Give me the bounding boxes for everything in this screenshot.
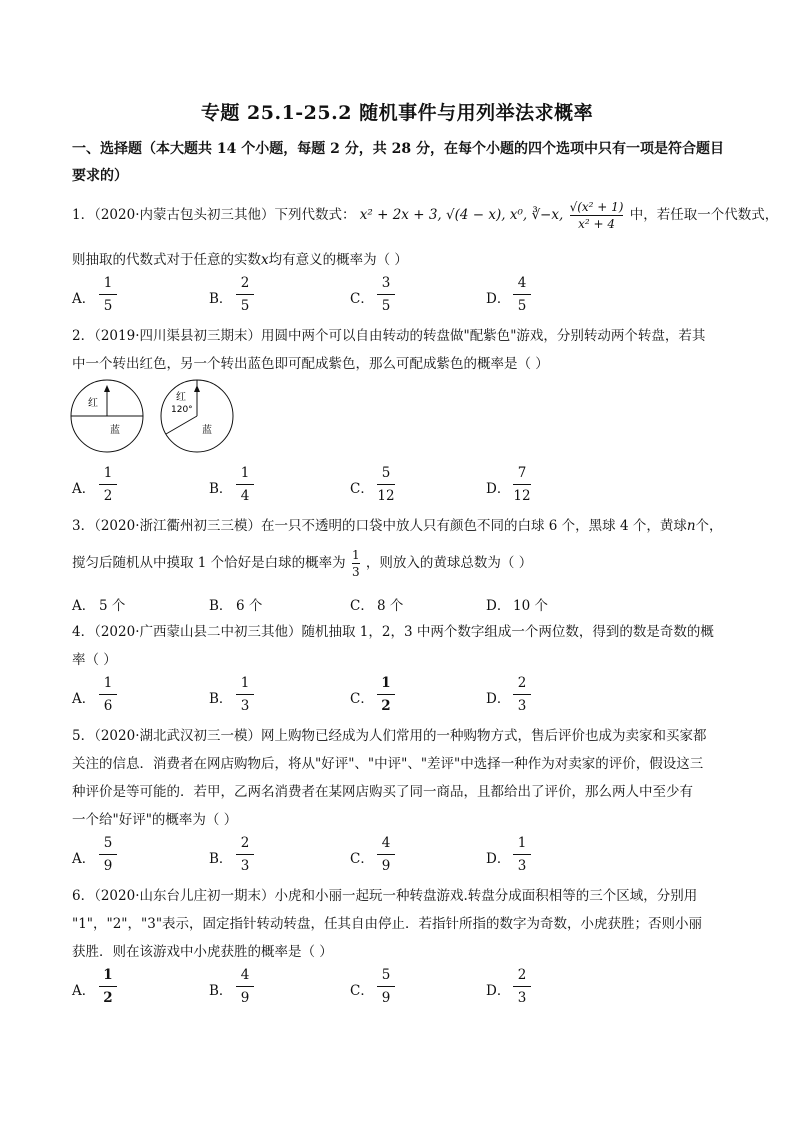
fraction-denominator: 6 xyxy=(103,698,113,714)
q6-line-3: 获胜．则在该游戏中小虎获胜的概率是（ ） xyxy=(72,944,333,960)
fraction-denominator: 2 xyxy=(103,488,113,504)
fraction-numerator: 4 xyxy=(240,967,250,983)
option-letter: C． xyxy=(350,851,374,867)
option-text: 6 个 xyxy=(236,598,263,614)
fraction-denominator: 3 xyxy=(517,698,527,714)
option-fraction xyxy=(513,834,531,875)
option-letter: D． xyxy=(486,598,511,614)
q4-line-2: 率（ ） xyxy=(72,652,117,668)
fraction-numerator: 2 xyxy=(240,275,250,291)
q1-lead: 1．（2020·内蒙古包头初三其他）下列代数式： xyxy=(72,207,356,223)
q1-line-1 xyxy=(72,200,778,231)
option-fraction xyxy=(236,274,254,315)
fraction-numerator: 5 xyxy=(381,465,391,481)
pointer-arrow-icon xyxy=(194,385,200,392)
fraction-numerator: 4 xyxy=(381,835,391,851)
option-letter: B． xyxy=(209,481,233,497)
option-letter: D． xyxy=(486,481,511,497)
spinner-2-angle-label: 120° xyxy=(171,405,193,415)
fraction-denominator: 3 xyxy=(240,858,250,874)
option-fraction xyxy=(377,464,395,505)
option-text: 8 个 xyxy=(377,598,404,614)
option-letter: B． xyxy=(209,851,233,867)
option-text: 5 个 xyxy=(99,598,126,614)
q1-options xyxy=(72,274,732,318)
section-heading: 一、选择题（本大题共 14 个小题，每题 2 分，共 28 分，在每个小题的四个选项中只有一项是符合题目要求的） xyxy=(72,141,724,184)
option-fraction xyxy=(236,834,254,875)
option-fraction xyxy=(236,464,254,505)
spinner-figures xyxy=(70,378,240,454)
fraction-numerator: 3 xyxy=(381,275,391,291)
option-letter: D． xyxy=(486,691,511,707)
q1-expr-1: x² + 2x + 3, xyxy=(359,207,442,223)
q2-line-1: 2．（2019·四川渠县初三期末）用圆中两个可以自由转动的转盘做"配紫色"游戏，分别转动两个转盘，若其 xyxy=(72,328,706,344)
option-fraction xyxy=(513,464,531,505)
option-letter: A． xyxy=(72,983,96,999)
option-letter: B． xyxy=(209,691,233,707)
fraction-numerator: 4 xyxy=(517,275,527,291)
option-letter: C． xyxy=(350,291,374,307)
fraction-numerator: 1 xyxy=(240,675,250,691)
fraction-numerator: 5 xyxy=(103,835,113,851)
fraction-numerator: 1 xyxy=(240,465,250,481)
pointer-arrow-icon xyxy=(104,385,110,392)
fraction-numerator: 7 xyxy=(517,465,527,481)
option-fraction xyxy=(513,274,531,315)
option-fraction xyxy=(99,464,117,505)
q1-frac-numerator: √(x² + 1) xyxy=(569,200,624,214)
spinner-2 xyxy=(161,380,233,452)
fraction-denominator: 5 xyxy=(381,298,391,314)
spinner-1 xyxy=(71,380,143,452)
fraction-denominator: 3 xyxy=(517,990,527,1006)
q5-line-2: 关注的信息．消费者在网店购物后，将从"好评"、"中评"、"差评"中选择一种作为对卖家的评价，假设这三 xyxy=(72,756,704,772)
q4-options xyxy=(72,674,732,718)
q6-line-1: 6．（2020·山东台儿庄初一期末）小虎和小丽一起玩一种转盘游戏.转盘分成面积相等的三个区域，分别用 xyxy=(72,888,698,904)
option-fraction xyxy=(236,966,254,1007)
option-letter: D． xyxy=(486,291,511,307)
fraction-numerator: 5 xyxy=(381,967,391,983)
q1-expr-5 xyxy=(570,200,624,231)
option-letter: D． xyxy=(486,983,511,999)
q1-expr-2: √(4 − x), xyxy=(446,207,506,223)
q1-line-2-tail: 均有意义的概率为（ ） xyxy=(268,252,408,268)
option-letter: D． xyxy=(486,851,511,867)
q4-line-1: 4．（2020·广西蒙山县二中初三其他）随机抽取 1，2，3 中两个数字组成一个两位数，得到的数是奇数的概 xyxy=(72,624,714,640)
q1-var: x xyxy=(261,252,269,268)
spinner-1-red-label: 红 xyxy=(88,398,98,409)
option-letter: A． xyxy=(72,691,96,707)
option-letter: C． xyxy=(350,598,374,614)
option-letter: C． xyxy=(350,983,374,999)
q3-var: n xyxy=(686,518,696,534)
q2-line-2: 中一个转出红色，另一个转出蓝色即可配成紫色，那么可配成紫色的概率是（ ） xyxy=(72,356,549,372)
option-text: 10 个 xyxy=(513,598,548,614)
option-letter: A． xyxy=(72,291,96,307)
q6-line-2: "1"，"2"，"3"表示，固定指针转动转盘，任其自由停止．若指针所指的数字为奇数，小虎获胜；否则小丽 xyxy=(72,916,703,932)
fraction-numerator: 2 xyxy=(240,835,250,851)
q5-line-1: 5．（2020·湖北武汉初三一模）网上购物已经成为人们常用的一种购物方式，售后评价也成为卖家和买家都 xyxy=(72,728,707,744)
option-letter: C． xyxy=(350,481,374,497)
fraction-denominator: 3 xyxy=(517,858,527,874)
fraction-denominator: 5 xyxy=(517,298,527,314)
q3-line-2-tail: ，则放入的黄球总数为（ ） xyxy=(365,555,533,571)
option-fraction xyxy=(236,674,254,715)
option-letter: A． xyxy=(72,851,96,867)
q6-options xyxy=(72,966,732,1010)
fraction-denominator: 3 xyxy=(240,698,250,714)
page-title: 专题 25.1-25.2 随机事件与用列举法求概率 xyxy=(200,102,594,124)
fraction-numerator: 1 xyxy=(517,835,527,851)
q3-line-2 xyxy=(72,548,532,579)
fraction-numerator: 1 xyxy=(103,465,113,481)
q3-frac-denominator: 3 xyxy=(351,565,360,579)
option-letter: A． xyxy=(72,598,96,614)
option-fraction xyxy=(377,834,395,875)
q3-frac-numerator: 1 xyxy=(351,548,360,562)
fraction-denominator: 2 xyxy=(103,990,113,1006)
option-letter: A． xyxy=(72,481,96,497)
q1-frac-denominator: x² + 4 xyxy=(578,217,615,231)
q5-options xyxy=(72,834,732,878)
q3-line-1-tail: 个， xyxy=(695,518,723,534)
q1-line-2-text: 则抽取的代数式对于任意的实数 xyxy=(72,252,261,268)
q3-options xyxy=(72,581,732,625)
fraction-denominator: 9 xyxy=(381,990,391,1006)
option-fraction xyxy=(99,274,117,315)
q5-line-4: 一个给"好评"的概率为（ ） xyxy=(72,812,238,828)
fraction-numerator: 2 xyxy=(517,967,527,983)
fraction-numerator: 2 xyxy=(517,675,527,691)
fraction-denominator: 2 xyxy=(381,698,391,714)
option-fraction xyxy=(513,674,531,715)
option-fraction xyxy=(377,274,395,315)
option-fraction xyxy=(377,674,395,715)
fraction-denominator: 4 xyxy=(240,488,250,504)
q1-tail: 中，若任取一个代数式， xyxy=(629,207,779,223)
q1-line-2 xyxy=(72,248,408,268)
q5-line-3: 种评价是等可能的．若甲，乙两名消费者在某网店购买了同一商品，且都给出了评价，那么两人中至少有 xyxy=(72,784,693,800)
fraction-denominator: 5 xyxy=(240,298,250,314)
fraction-denominator: 12 xyxy=(377,488,395,504)
q1-expr-4: ∛−x, xyxy=(531,207,564,223)
option-fraction xyxy=(99,834,117,875)
option-letter: B． xyxy=(209,598,233,614)
option-fraction xyxy=(513,966,531,1007)
fraction-numerator: 1 xyxy=(103,675,113,691)
q3-line-2-text: 搅匀后随机从中摸取 1 个恰好是白球的概率为 xyxy=(72,555,346,571)
q3-line-1-text: 3．（2020·浙江衢州初三三模）在一只不透明的口袋中放人只有颜色不同的白球 6 个，黑球 4 个，黄球 xyxy=(72,518,687,534)
option-letter: C． xyxy=(350,691,374,707)
option-fraction xyxy=(377,966,395,1007)
q3-fraction xyxy=(352,548,360,579)
fraction-numerator: 1 xyxy=(381,675,391,691)
option-fraction xyxy=(99,966,117,1007)
fraction-denominator: 5 xyxy=(103,298,113,314)
fraction-denominator: 9 xyxy=(240,990,250,1006)
spinner-2-blue-label: 蓝 xyxy=(202,425,212,436)
option-fraction xyxy=(99,674,117,715)
fraction-denominator: 12 xyxy=(513,488,531,504)
q2-options xyxy=(72,464,732,508)
fraction-numerator: 1 xyxy=(103,275,113,291)
q1-expr-3: x⁰, xyxy=(509,207,528,223)
fraction-numerator: 1 xyxy=(103,967,113,983)
fraction-denominator: 9 xyxy=(381,858,391,874)
fraction-denominator: 9 xyxy=(103,858,113,874)
spinner-1-blue-label: 蓝 xyxy=(110,425,120,436)
option-letter: B． xyxy=(209,291,233,307)
q3-line-1 xyxy=(72,514,723,534)
spinner-2-red-label: 红 xyxy=(176,392,186,403)
option-letter: B． xyxy=(209,983,233,999)
